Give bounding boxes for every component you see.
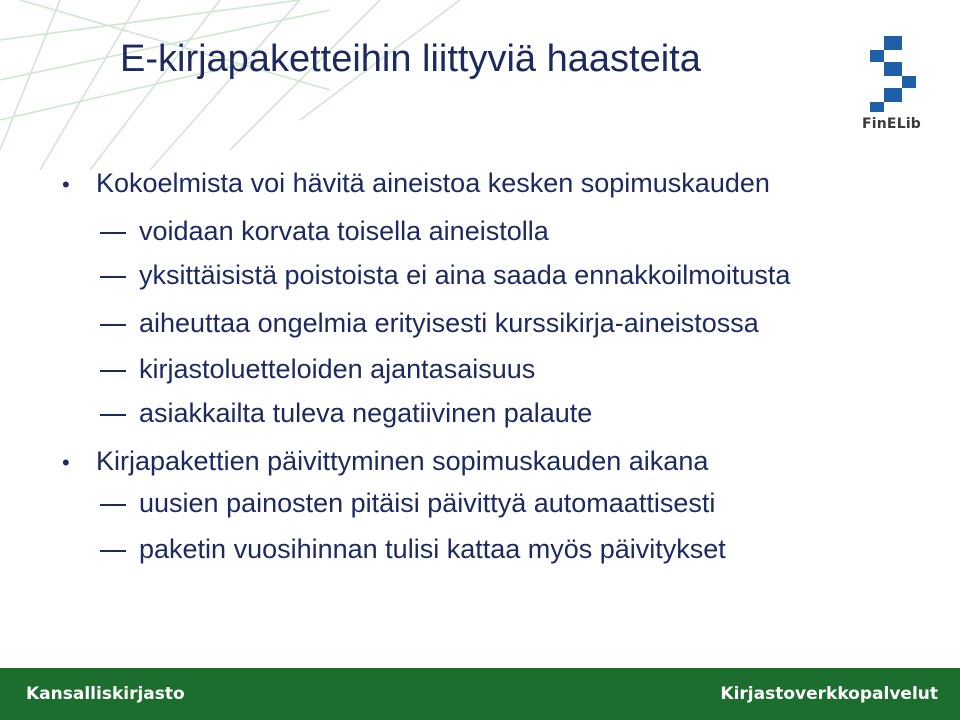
sub-item: paketin vuosihinnan tulisi kattaa myös päivitykset: [139, 534, 726, 564]
sub-item: yksittäisistä poistoista ei aina saada ennakkoilmoitusta: [139, 260, 791, 290]
sub-dash: [100, 370, 126, 372]
sub-dash: [100, 324, 126, 326]
sub-dash: [100, 276, 126, 278]
decorative-lines: [0, 0, 480, 170]
bullet-marker: •: [62, 450, 70, 475]
sub-dash: [100, 232, 126, 234]
footer-bar: [0, 668, 960, 720]
sub-dash: [100, 550, 126, 552]
sub-item: aiheuttaa ongelmia erityisesti kurssikirja-aineistossa: [139, 308, 759, 338]
sub-dash: [100, 414, 126, 416]
sub-dash: [100, 504, 126, 506]
logo-text: FinELib: [862, 116, 922, 132]
sub-item: uusien painosten pitäisi päivittyä automaattisesti: [139, 488, 716, 518]
bullet-item: Kokoelmista voi hävitä aineistoa kesken sopimuskauden: [96, 168, 770, 198]
bullet-marker: •: [62, 172, 70, 197]
sub-item: kirjastoluetteloiden ajantasaisuus: [139, 354, 536, 384]
bullet-item: Kirjapakettien päivittyminen sopimuskauden aikana: [96, 446, 709, 476]
slide-title: E-kirjapaketteihin liittyviä haasteita: [120, 38, 701, 80]
footer-right-label: Kirjastoverkkopalvelut: [720, 684, 938, 704]
sub-item: voidaan korvata toisella aineistolla: [139, 216, 549, 246]
footer-left-label: Kansalliskirjasto: [26, 684, 185, 704]
sub-item: asiakkailta tuleva negatiivinen palaute: [139, 398, 593, 428]
